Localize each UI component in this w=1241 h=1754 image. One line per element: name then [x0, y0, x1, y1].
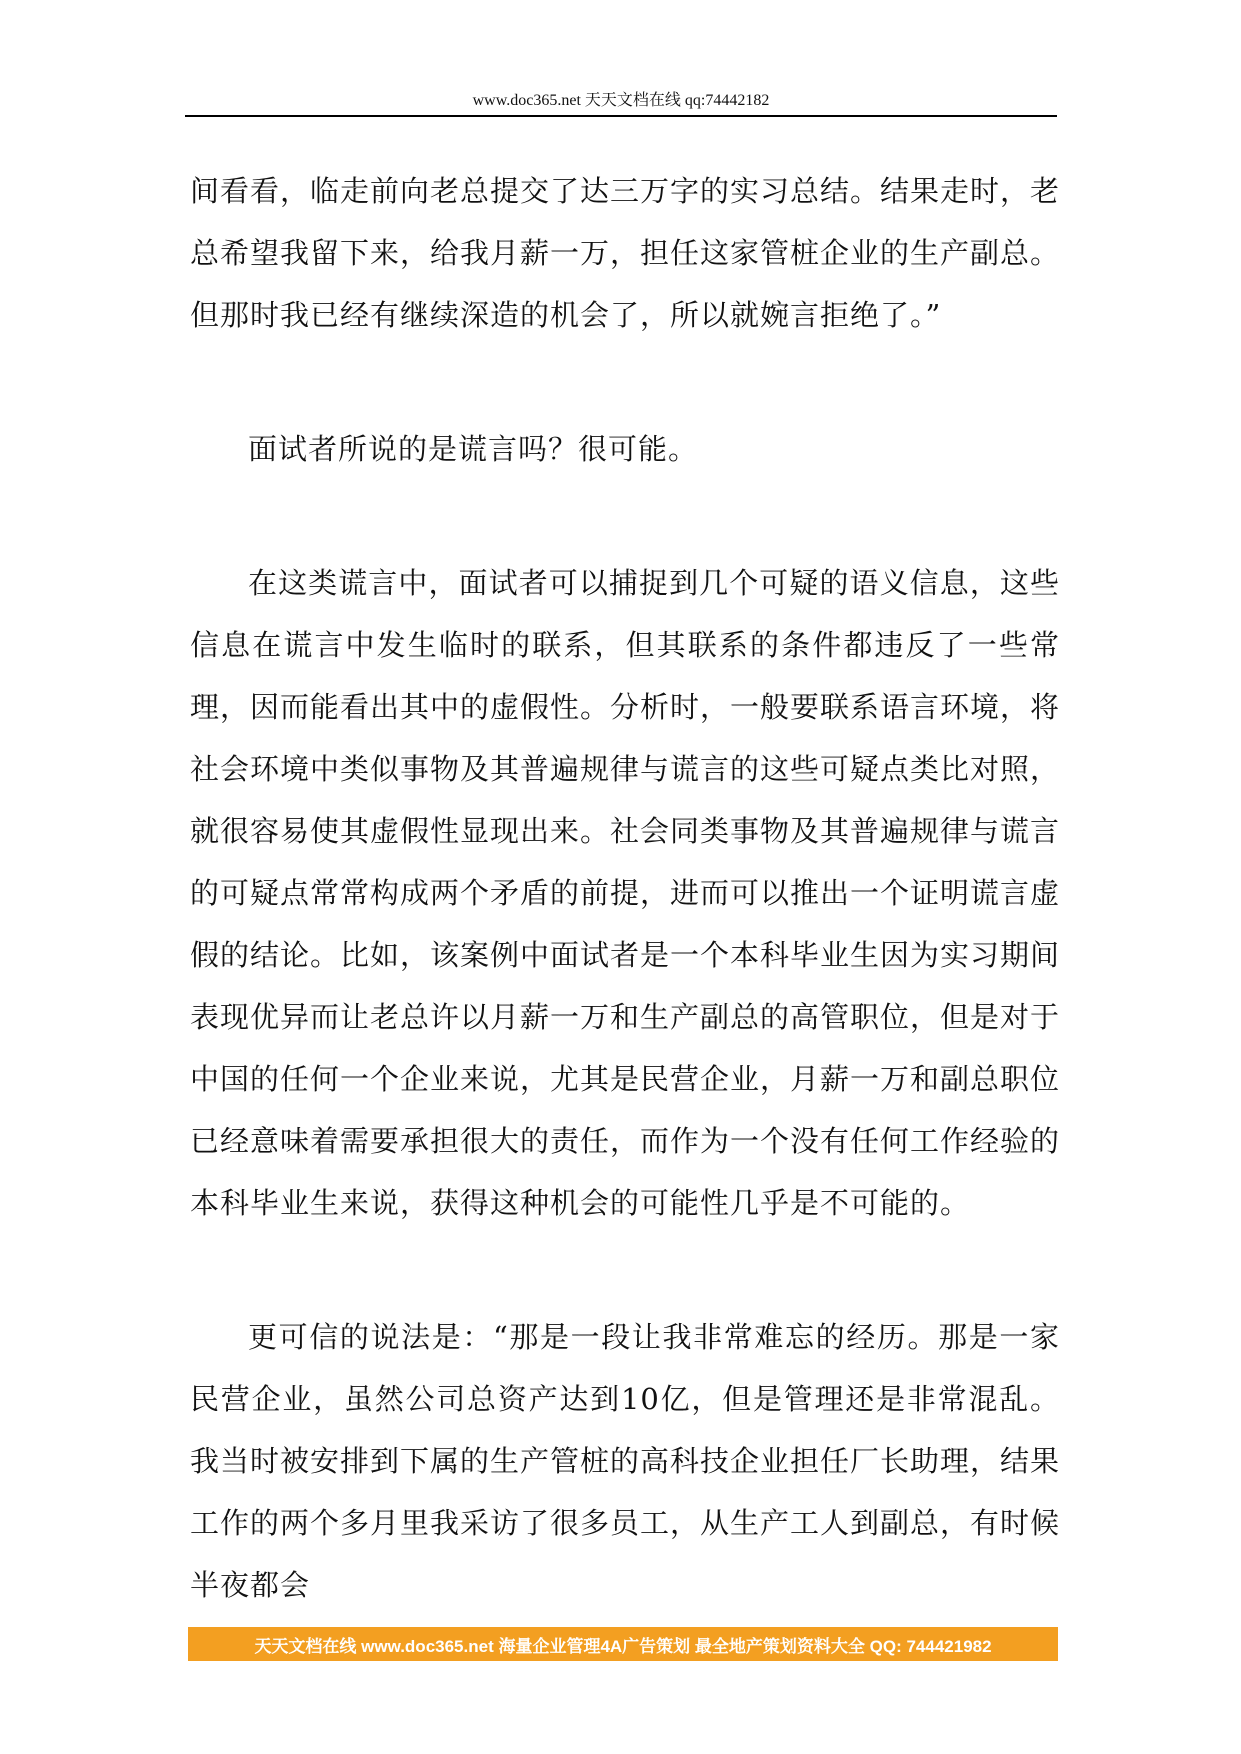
paragraph-better-answer: 更可信的说法是：“那是一段让我非常难忘的经历。那是一家民营企业，虽然公司总资产达到10亿，但是管理还是非常混乱。我当时被安排到下属的生产管桩的高科技企业担任厂长助理，结果工作的两个多月里我采访了很多员工，从生产工人到副总，有时候半夜都会: [190, 1320, 1061, 1602]
paragraph-continuation: 间看看，临走前向老总提交了达三万字的实习总结。结果走时，老总希望我留下来，给我月薪一万，担任这家管桩企业的生产副总。但那时我已经有继续深造的机会了，所以就婉言拒绝了。”: [190, 174, 1061, 332]
document-body: [190, 160, 1060, 1616]
paragraph-question: 面试者所说的是谎言吗？很可能。: [248, 432, 699, 466]
page-header: www.doc365.net 天天文档在线 qq:74442182: [472, 92, 770, 109]
paragraph-analysis: 在这类谎言中，面试者可以捕捉到几个可疑的语义信息，这些信息在谎言中发生临时的联系，但其联系的条件都违反了一些常理，因而能看出其中的虚假性。分析时，一般要联系语言环境，将社会环境中类似事物及其普遍规律与谎言的这些可疑点类比对照，就很容易使其虚假性显现出来。社会同类事物及其普遍规律与谎言的可疑点常常构成两个矛盾的前提，进而可以推出一个证明谎言虚假的结论。比如，该案例中面试者是一个本科毕业生因为实习期间表现优异而让老总许以月薪一万和生产副总的高管职位，但是对于中国的任何一个企业来说，尤其是民营企业，月薪一万和副总职位已经意味着需要承担很大的责任，而作为一个没有任何工作经验的本科毕业生来说，获得这种机会的可能性几乎是不可能的。: [190, 566, 1061, 1220]
footer-banner-text: 天天文档在线 www.doc365.net 海量企业管理4A广告策划 最全地产策划资料大全 QQ: 744421982: [254, 1636, 992, 1656]
header-divider: [185, 115, 1057, 117]
footer-banner: [188, 1627, 1058, 1661]
